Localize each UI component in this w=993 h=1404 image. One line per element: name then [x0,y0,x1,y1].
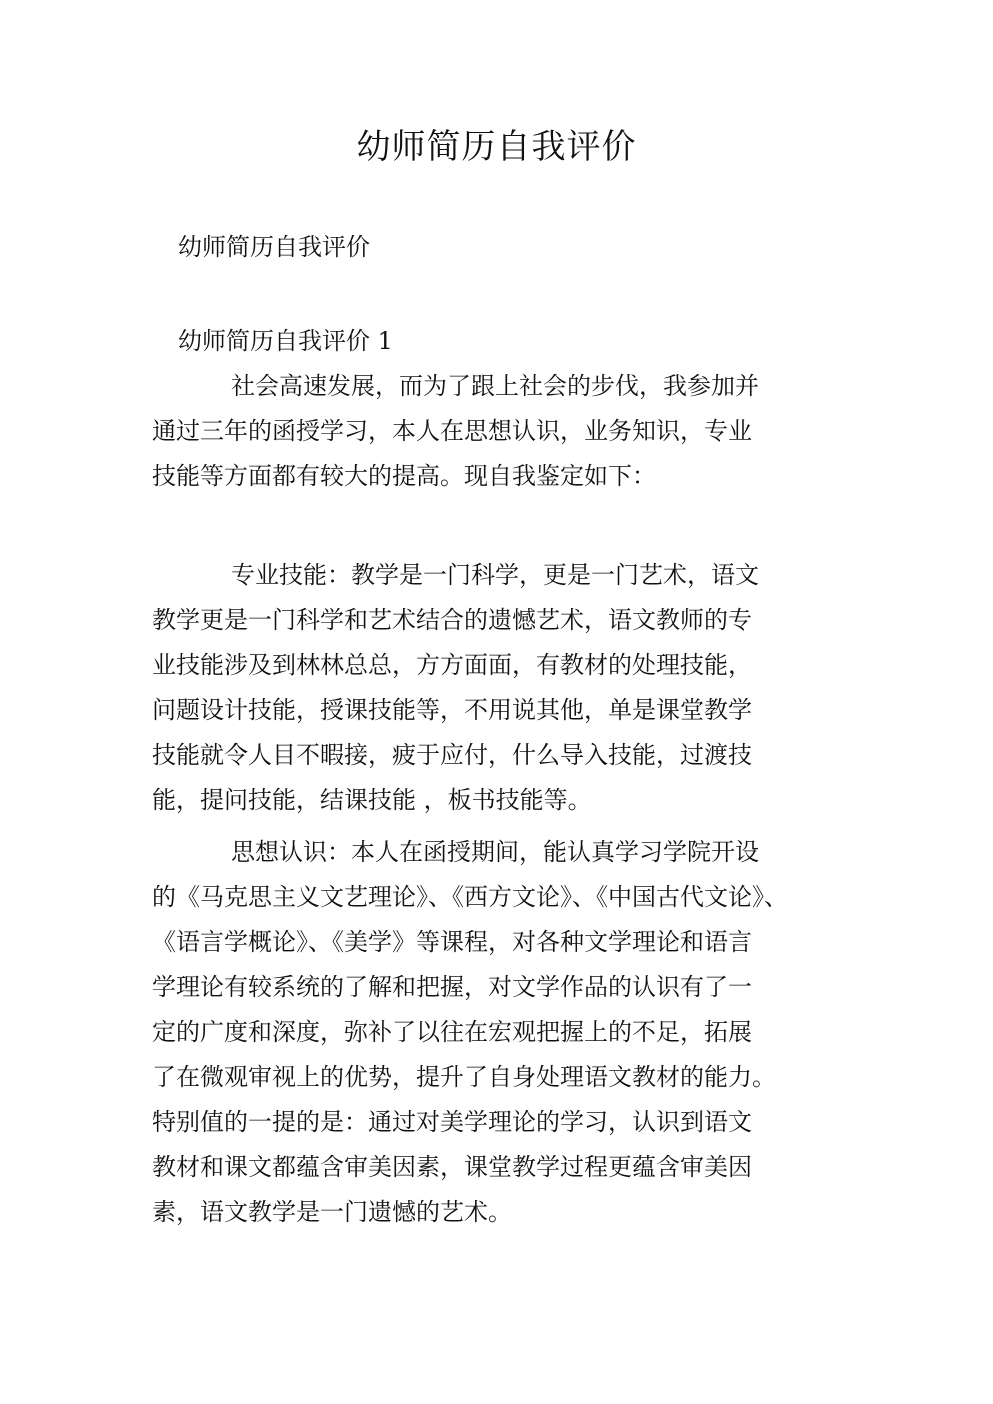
paragraph-line: 社会高速发展，而为了跟上社会的步伐，我参加并 [231,372,759,400]
paragraph-line: 的《马克思主义文艺理论》、《西方文论》、《中国古代文论》、 [152,883,788,911]
paragraph-line: 业技能涉及到林林总总，方方面面，有教材的处理技能， [152,651,752,679]
paragraph-line: 素，语文教学是一门遗憾的艺术。 [152,1198,512,1226]
paragraph-line: 定的广度和深度，弥补了以往在宏观把握上的不足，拓展 [152,1018,752,1046]
paragraph-line: 技能就令人目不暇接，疲于应付，什么导入技能，过渡技 [152,741,752,769]
paragraph-line: 能，提问技能，结课技能 ，板书技能等。 [152,786,592,814]
paragraph-line: 特别值的一提的是：通过对美学理论的学习，认识到语文 [152,1108,752,1136]
paragraph-line: 技能等方面都有较大的提高。现自我鉴定如下： [152,462,656,490]
paragraph-ideological-understanding [152,830,852,1235]
paragraph-intro [152,364,852,499]
paragraph-line: 问题设计技能，授课技能等，不用说其他，单是课堂教学 [152,696,752,724]
paragraph-line: 通过三年的函授学习，本人在思想认识，业务知识，专业 [152,417,752,445]
paragraph-line: 《语言学概论》、《美学》等课程，对各种文学理论和语言 [152,928,752,956]
paragraph-line: 教材和课文都蕴含审美因素，课堂教学过程更蕴含审美因 [152,1153,752,1181]
paragraph-line: 教学更是一门科学和艺术结合的遗憾艺术，语文教师的专 [152,606,752,634]
paragraph-line: 学理论有较系统的了解和把握，对文学作品的认识有了一 [152,973,752,1001]
document-title: 幼师简历自我评价 [356,127,637,167]
paragraph-line: 思想认识：本人在函授期间，能认真学习学院开设 [231,838,759,866]
document-subtitle: 幼师简历自我评价 [178,233,370,261]
paragraph-line: 了在微观审视上的优势，提升了自身处理语文教材的能力。 [152,1063,776,1091]
section-heading: 幼师简历自我评价 1 [178,327,393,355]
paragraph-professional-skills [152,553,852,823]
paragraph-line: 专业技能：教学是一门科学，更是一门艺术，语文 [231,561,759,589]
